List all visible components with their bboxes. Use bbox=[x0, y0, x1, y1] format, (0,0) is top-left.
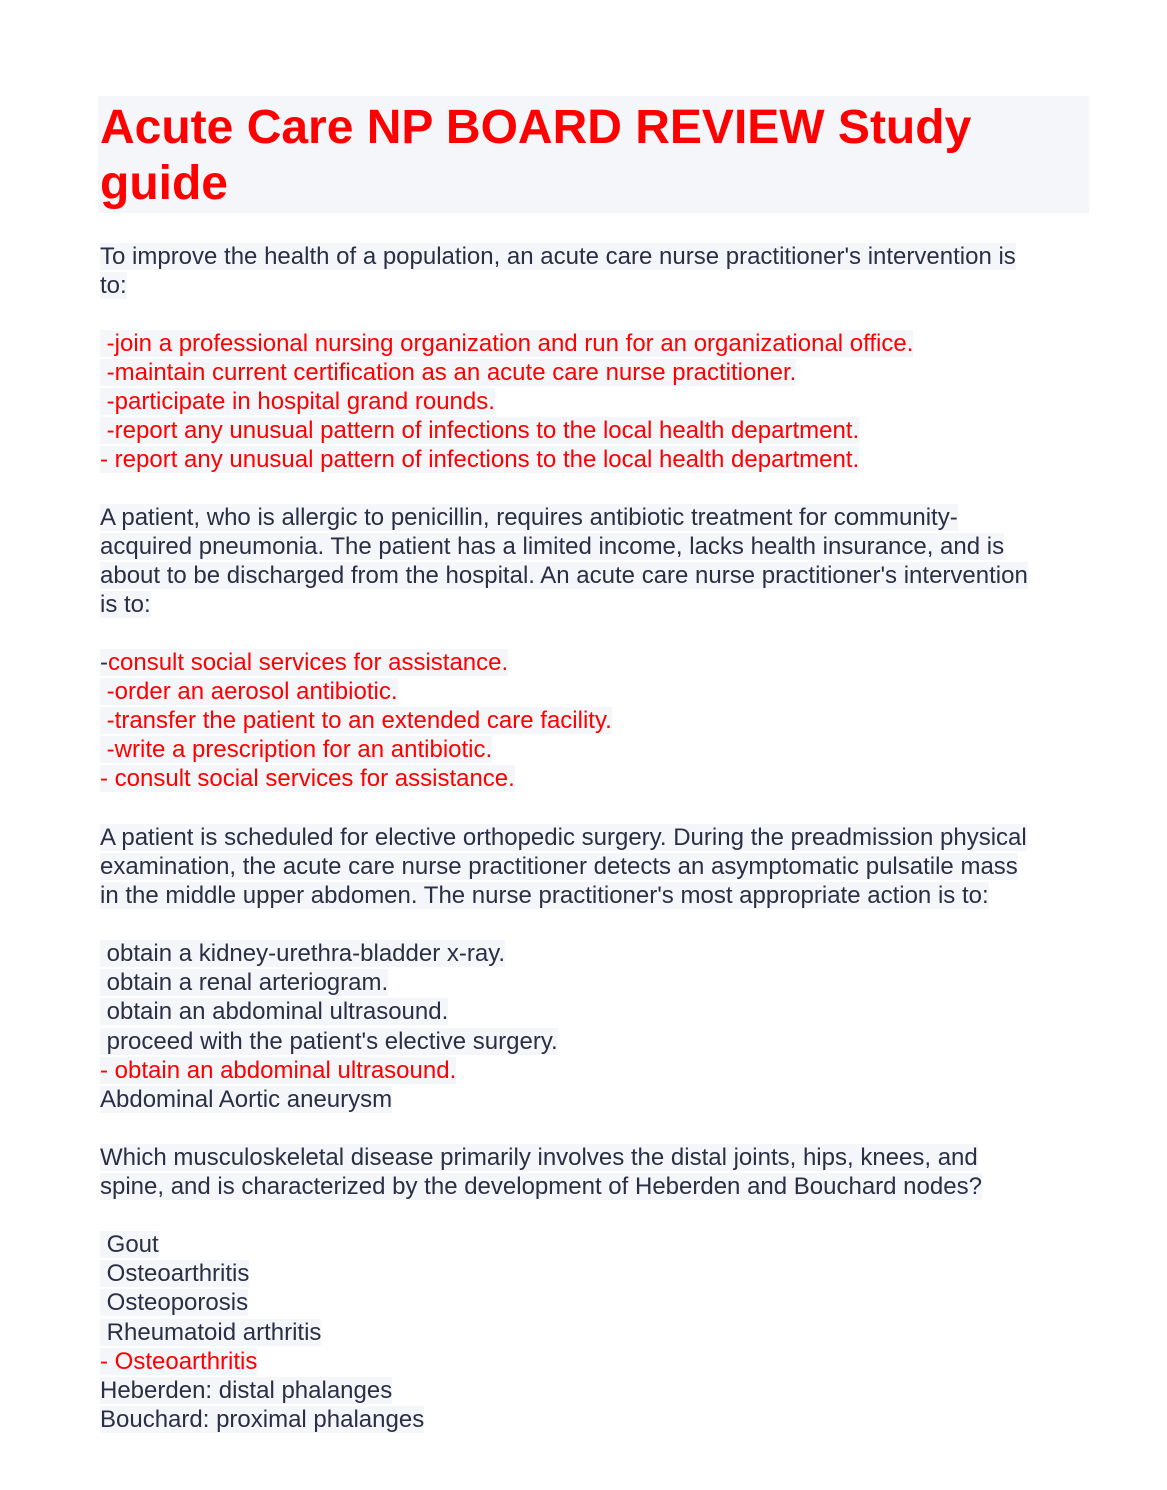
question-2-option: -write a prescription for an antibiotic. bbox=[100, 736, 493, 763]
question-1-stem-line: To improve the health of a population, an acute care nurse practitioner's intervention is bbox=[100, 243, 1016, 270]
question-1-stem-line: to: bbox=[100, 272, 127, 299]
question-3-option: obtain a kidney-urethra-bladder x-ray. bbox=[100, 940, 506, 967]
question-1-option: -report any unusual pattern of infections to the local health department. bbox=[100, 417, 860, 444]
question-3-stem-line: in the middle upper abdomen. The nurse practitioner's most appropriate action is to: bbox=[100, 882, 989, 909]
question-2-answer: - consult social services for assistance. bbox=[100, 765, 515, 792]
question-2-option: -order an aerosol antibiotic. bbox=[100, 678, 398, 705]
question-2-option: -transfer the patient to an extended care facility. bbox=[100, 707, 612, 734]
question-4-option: Osteoarthritis bbox=[100, 1260, 250, 1287]
question-4-note: Bouchard: proximal phalanges bbox=[100, 1406, 425, 1433]
question-1-option: -maintain current certification as an acute care nurse practitioner. bbox=[100, 359, 797, 386]
question-2-stem-line: A patient, who is allergic to penicillin, requires antibiotic treatment for community- bbox=[100, 504, 958, 531]
question-2-option: -consult social services for assistance. bbox=[100, 649, 509, 676]
question-4-option: Osteoporosis bbox=[100, 1289, 249, 1316]
question-1-option: -join a professional nursing organization and run for an organizational office. bbox=[100, 330, 914, 357]
question-4-stem-line: spine, and is characterized by the development of Heberden and Bouchard nodes? bbox=[100, 1173, 982, 1200]
question-1-option: -participate in hospital grand rounds. bbox=[100, 388, 495, 415]
question-4-stem-line: Which musculoskeletal disease primarily involves the distal joints, hips, knees, and bbox=[100, 1144, 978, 1171]
question-4-note: Heberden: distal phalanges bbox=[100, 1377, 393, 1404]
question-4-option: Rheumatoid arthritis bbox=[100, 1319, 322, 1346]
question-3-answer: - obtain an abdominal ultrasound. bbox=[100, 1057, 457, 1084]
question-3-option: obtain an abdominal ultrasound. bbox=[100, 998, 449, 1025]
page-title: Acute Care NP BOARD REVIEW Study guide bbox=[100, 101, 972, 210]
question-3-option: obtain a renal arteriogram. bbox=[100, 969, 389, 996]
question-2-stem-line: is to: bbox=[100, 591, 151, 618]
question-3-option: proceed with the patient's elective surgery. bbox=[100, 1028, 558, 1055]
question-2-stem-line: about to be discharged from the hospital. An acute care nurse practitioner's intervention bbox=[100, 562, 1028, 589]
question-4-answer: - Osteoarthritis bbox=[100, 1348, 258, 1375]
question-2-stem-line: acquired pneumonia. The patient has a limited income, lacks health insurance, and is bbox=[100, 533, 1005, 560]
question-4-option: Gout bbox=[100, 1231, 159, 1258]
question-3-note: Abdominal Aortic aneurysm bbox=[100, 1086, 393, 1113]
question-3-stem-line: examination, the acute care nurse practitioner detects an asymptomatic pulsatile mass bbox=[100, 853, 1018, 880]
question-3-stem-line: A patient is scheduled for elective orthopedic surgery. During the preadmission physical bbox=[100, 824, 1027, 851]
question-1-answer: - report any unusual pattern of infections to the local health department. bbox=[100, 446, 860, 473]
